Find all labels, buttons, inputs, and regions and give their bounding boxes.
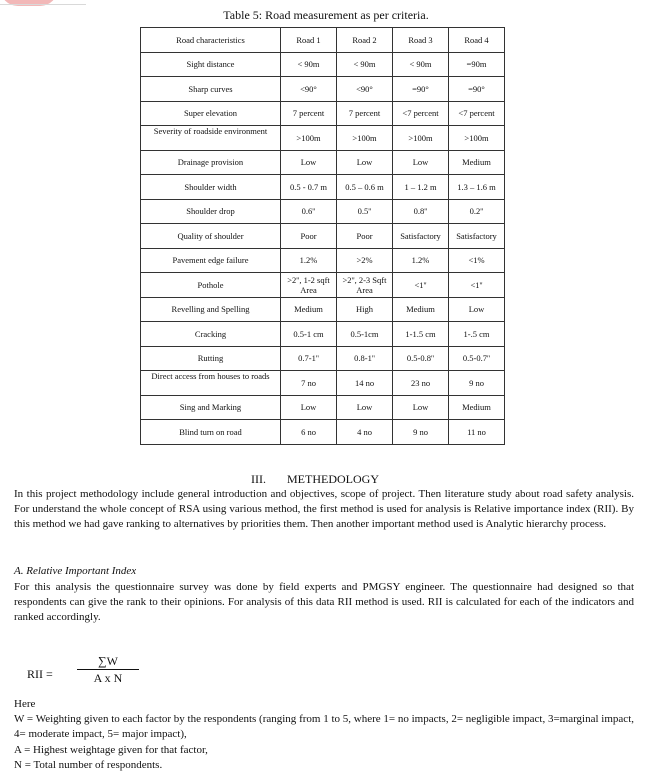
- table-row: [141, 101, 505, 126]
- methodology-paragraph: In this project methodology include general introduction and objectives, scope of project. Then literature study about road safety analysis. For understand the whole concept of RSA using various method, the first method is used for analysis is Relative importance index (RII). By this method we had gave ranking to alternatives by priorities them. Then another important method used is Analytic hierarchy process.: [14, 488, 634, 531]
- table-cell: 7 percent: [337, 101, 393, 126]
- table-cell: Low: [449, 297, 505, 322]
- table-row: [141, 77, 505, 102]
- subsection-heading: A. Relative Important Index: [14, 565, 137, 577]
- equation-denominator: A x N: [93, 671, 123, 685]
- row-label: Rutting: [141, 346, 281, 371]
- table-cell: >2%: [337, 248, 393, 273]
- row-label: Quality of shoulder: [141, 224, 281, 249]
- table-cell: 6 no: [281, 420, 337, 445]
- definition-w: W = Weighting given to each factor by the respondents (ranging from 1 to 5, where 1= no impacts, 2= negligible impact, 3=marginal impact, 4= moderate impact, 5= major impact),: [14, 713, 634, 741]
- header-cell: Road 2: [337, 28, 393, 53]
- table-cell: Medium: [393, 297, 449, 322]
- table-cell: Low: [281, 150, 337, 175]
- table-cell: <1'': [449, 273, 505, 298]
- table-cell: 0.5-0.8'': [393, 346, 449, 371]
- row-label: Cracking: [141, 322, 281, 347]
- table-cell: 1.2%: [281, 248, 337, 273]
- road-measurement-table: [140, 27, 505, 445]
- table-cell: <90°: [281, 77, 337, 102]
- table-cell: 1.3 – 1.6 m: [449, 175, 505, 200]
- section-title: METHEDOLOGY: [287, 472, 379, 486]
- row-label: Sight distance: [141, 52, 281, 77]
- table-row: [141, 248, 505, 273]
- table-row: [141, 322, 505, 347]
- table-cell: < 90m: [281, 52, 337, 77]
- equation-lhs: RII =: [27, 667, 53, 681]
- table-row: [141, 126, 505, 151]
- table-cell: 0.8-1'': [337, 346, 393, 371]
- table-caption: Table 5: Road measurement as per criteria.: [223, 8, 429, 22]
- table-cell: 0.5-0.7'': [449, 346, 505, 371]
- table-cell: Satisfactory: [449, 224, 505, 249]
- table-cell: 0.5 – 0.6 m: [337, 175, 393, 200]
- table-cell: >2'', 2-3 Sqft Area: [337, 273, 393, 298]
- row-label: Drainage provision: [141, 150, 281, 175]
- row-label: Direct access from houses to roads: [141, 371, 281, 396]
- table-cell: Poor: [281, 224, 337, 249]
- row-label: Sing and Marking: [141, 395, 281, 420]
- table-cell: < 90m: [337, 52, 393, 77]
- table-cell: <1%: [449, 248, 505, 273]
- table-cell: 0.2'': [449, 199, 505, 224]
- header-row: [141, 28, 505, 53]
- fraction-bar: [77, 669, 139, 670]
- table-row: [141, 52, 505, 77]
- table-cell: 0.6'': [281, 199, 337, 224]
- table-cell: Low: [393, 150, 449, 175]
- table-cell: =90°: [393, 77, 449, 102]
- definition-n: N = Total number of respondents.: [14, 758, 163, 771]
- row-label: Super elevation: [141, 101, 281, 126]
- table-cell: <7 percent: [449, 101, 505, 126]
- table-cell: 1.2%: [393, 248, 449, 273]
- table-cell: 4 no: [337, 420, 393, 445]
- table-cell: Low: [337, 395, 393, 420]
- table-cell: High: [337, 297, 393, 322]
- table-cell: 0.5-1 cm: [281, 322, 337, 347]
- table-cell: >2'', 1-2 sqft Area: [281, 273, 337, 298]
- section-number: III.: [251, 472, 266, 486]
- rii-paragraph: For this analysis the questionnaire survey was done by field experts and PMGSY engineer. The questionnaire had designed so that respondents can give the rank to their opinions. For analysis of this data RII method is used. RII is calculated for each of the indicators and ranked accordingly.: [14, 581, 634, 624]
- row-label: Sharp curves: [141, 77, 281, 102]
- table-row: [141, 297, 505, 322]
- table-cell: 0.8'': [393, 199, 449, 224]
- table-cell: 23 no: [393, 371, 449, 396]
- table-cell: Medium: [281, 297, 337, 322]
- table-cell: 7 no: [281, 371, 337, 396]
- table-cell: >100m: [449, 126, 505, 151]
- header-rule: [0, 4, 86, 5]
- table-row: [141, 199, 505, 224]
- header-cell: Road 3: [393, 28, 449, 53]
- table-cell: 0.7-1'': [281, 346, 337, 371]
- table-cell: =90°: [449, 77, 505, 102]
- table-cell: <1'': [393, 273, 449, 298]
- equation-numerator: ∑W: [98, 654, 118, 668]
- table-body: [141, 52, 505, 444]
- table-cell: Satisfactory: [393, 224, 449, 249]
- table-cell: =90m: [449, 52, 505, 77]
- table-cell: >100m: [281, 126, 337, 151]
- table-row: [141, 150, 505, 175]
- table-row: [141, 273, 505, 298]
- row-label: Severity of roadside environment: [141, 126, 281, 151]
- definition-a: A = Highest weightage given for that factor,: [14, 743, 208, 756]
- section-heading: [0, 472, 630, 487]
- header-cell: Road 4: [449, 28, 505, 53]
- definitions-block: [14, 697, 634, 773]
- table-row: [141, 420, 505, 445]
- header-cell: Road characteristics: [141, 28, 281, 53]
- table-row: [141, 346, 505, 371]
- row-label: Pavement edge failure: [141, 248, 281, 273]
- table-row: [141, 175, 505, 200]
- table-cell: Low: [337, 150, 393, 175]
- row-label: Revelling and Spelling: [141, 297, 281, 322]
- row-label: Pothole: [141, 273, 281, 298]
- table-cell: <90°: [337, 77, 393, 102]
- table-cell: 7 percent: [281, 101, 337, 126]
- table-cell: 0.5 - 0.7 m: [281, 175, 337, 200]
- table-cell: 1-1.5 cm: [393, 322, 449, 347]
- row-label: Blind turn on road: [141, 420, 281, 445]
- table-row: [141, 371, 505, 396]
- table-cell: Medium: [449, 395, 505, 420]
- table-cell: <7 percent: [393, 101, 449, 126]
- table-cell: 0.5-1cm: [337, 322, 393, 347]
- table-row: [141, 395, 505, 420]
- table-header: [141, 28, 505, 53]
- table-cell: Medium: [449, 150, 505, 175]
- header-cell: Road 1: [281, 28, 337, 53]
- table-cell: 1 – 1.2 m: [393, 175, 449, 200]
- table-cell: >100m: [337, 126, 393, 151]
- table-row: [141, 224, 505, 249]
- table-cell: >100m: [393, 126, 449, 151]
- table-cell: Poor: [337, 224, 393, 249]
- table-cell: Low: [393, 395, 449, 420]
- logo-mark: [0, 0, 58, 6]
- table-cell: 11 no: [449, 420, 505, 445]
- table-cell: Low: [281, 395, 337, 420]
- table-cell: 9 no: [393, 420, 449, 445]
- row-label: Shoulder width: [141, 175, 281, 200]
- table-cell: < 90m: [393, 52, 449, 77]
- equation-fraction: [77, 654, 139, 685]
- table-cell: 9 no: [449, 371, 505, 396]
- row-label: Shoulder drop: [141, 199, 281, 224]
- definition-here: Here: [14, 698, 36, 710]
- table-cell: 1-.5 cm: [449, 322, 505, 347]
- table-cell: 14 no: [337, 371, 393, 396]
- table-cell: 0.5'': [337, 199, 393, 224]
